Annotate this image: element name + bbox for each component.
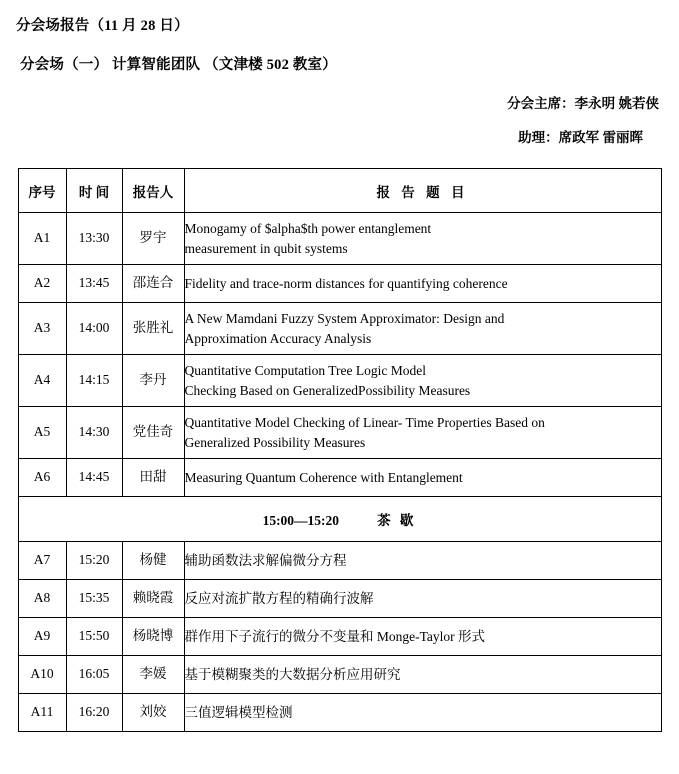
- column-header-time: 时 间: [66, 169, 122, 213]
- table-row: [18, 355, 661, 407]
- table-break-row: [18, 497, 661, 542]
- table-row: [18, 580, 661, 618]
- cell-speaker: 杨健: [122, 542, 184, 580]
- column-header-speaker: 报告人: [122, 169, 184, 213]
- cell-id: A5: [18, 407, 66, 459]
- cell-time: 15:50: [66, 618, 122, 656]
- page-title: 分会场报告（11 月 28 日）: [16, 18, 189, 34]
- cell-speaker: 罗宇: [122, 213, 184, 265]
- cell-id: A4: [18, 355, 66, 407]
- cell-topic: [184, 656, 661, 694]
- topic-line: Generalized Possibility Measures: [184, 434, 366, 450]
- cell-id: A6: [18, 459, 66, 497]
- table-header-row: [18, 169, 661, 213]
- cell-time: 14:00: [66, 303, 122, 355]
- column-header-topic: 报 告 题 目: [184, 169, 661, 213]
- cell-time: 16:05: [66, 656, 122, 694]
- cell-topic: [184, 618, 661, 656]
- cell-speaker: 邵连合: [122, 265, 184, 303]
- cell-topic: [184, 265, 661, 303]
- cell-id: A2: [18, 265, 66, 303]
- table-row: [18, 459, 661, 497]
- schedule-table: [18, 168, 662, 732]
- cell-id: A10: [18, 656, 66, 694]
- cell-topic: [184, 407, 661, 459]
- break-label: 茶 歇: [377, 513, 417, 528]
- topic-line: 辅助函数法求解偏微分方程: [184, 552, 347, 568]
- topic-line: measurement in qubit systems: [184, 240, 348, 256]
- table-row: [18, 213, 661, 265]
- cell-topic: [184, 459, 661, 497]
- session-subtitle: 分会场（一） 计算智能团队 （文津楼 502 教室）: [20, 57, 337, 73]
- topic-line: 反应对流扩散方程的精确行波解: [184, 590, 374, 606]
- cell-topic: [184, 580, 661, 618]
- table-row: [18, 542, 661, 580]
- topic-line: 基于模糊聚类的大数据分析应用研究: [184, 666, 401, 682]
- cell-break: [18, 497, 661, 542]
- table-row: [18, 265, 661, 303]
- cell-speaker: 李媛: [122, 656, 184, 694]
- cell-time: 13:45: [66, 265, 122, 303]
- cell-speaker: 田甜: [122, 459, 184, 497]
- table-row: [18, 407, 661, 459]
- topic-line: Monogamy of $alpha$th power entanglement: [184, 220, 432, 236]
- cell-speaker: 刘姣: [122, 694, 184, 732]
- session-assistant: 助理：席政军 雷丽晖: [518, 130, 643, 145]
- topic-line: Checking Based on GeneralizedPossibility Measures: [184, 382, 471, 398]
- cell-id: A3: [18, 303, 66, 355]
- table-row: [18, 694, 661, 732]
- cell-time: 15:35: [66, 580, 122, 618]
- cell-speaker: 张胜礼: [122, 303, 184, 355]
- table-row: [18, 303, 661, 355]
- cell-id: A9: [18, 618, 66, 656]
- cell-time: 14:30: [66, 407, 122, 459]
- cell-id: A8: [18, 580, 66, 618]
- topic-line: 三值逻辑模型检测: [184, 704, 293, 720]
- cell-topic: [184, 542, 661, 580]
- cell-time: 15:20: [66, 542, 122, 580]
- topic-line: Quantitative Model Checking of Linear- Time Properties Based on: [184, 414, 545, 430]
- cell-topic: [184, 355, 661, 407]
- cell-id: A11: [18, 694, 66, 732]
- cell-id: A1: [18, 213, 66, 265]
- cell-speaker: 杨晓博: [122, 618, 184, 656]
- cell-topic: [184, 213, 661, 265]
- topic-line: Approximation Accuracy Analysis: [184, 330, 372, 346]
- topic-line: 群作用下子流行的微分不变量和 Monge-Taylor 形式: [184, 628, 486, 644]
- cell-topic: [184, 694, 661, 732]
- topic-line: A New Mamdani Fuzzy System Approximator: Design and: [184, 310, 505, 326]
- cell-time: 13:30: [66, 213, 122, 265]
- table-row: [18, 656, 661, 694]
- cell-topic: [184, 303, 661, 355]
- topic-line: Fidelity and trace-norm distances for quantifying coherence: [184, 275, 508, 291]
- cell-speaker: 赖晓霞: [122, 580, 184, 618]
- column-header-id: 序号: [18, 169, 66, 213]
- topic-line: Quantitative Computation Tree Logic Model: [184, 362, 426, 378]
- topic-line: Measuring Quantum Coherence with Entanglement: [184, 469, 463, 485]
- cell-speaker: 李丹: [122, 355, 184, 407]
- cell-time: 14:15: [66, 355, 122, 407]
- cell-id: A7: [18, 542, 66, 580]
- break-time: 15:00—15:20: [262, 513, 340, 528]
- table-row: [18, 618, 661, 656]
- session-chair: 分会主席：李永明 姚若侠: [507, 96, 659, 111]
- cell-time: 16:20: [66, 694, 122, 732]
- cell-time: 14:45: [66, 459, 122, 497]
- cell-speaker: 党佳奇: [122, 407, 184, 459]
